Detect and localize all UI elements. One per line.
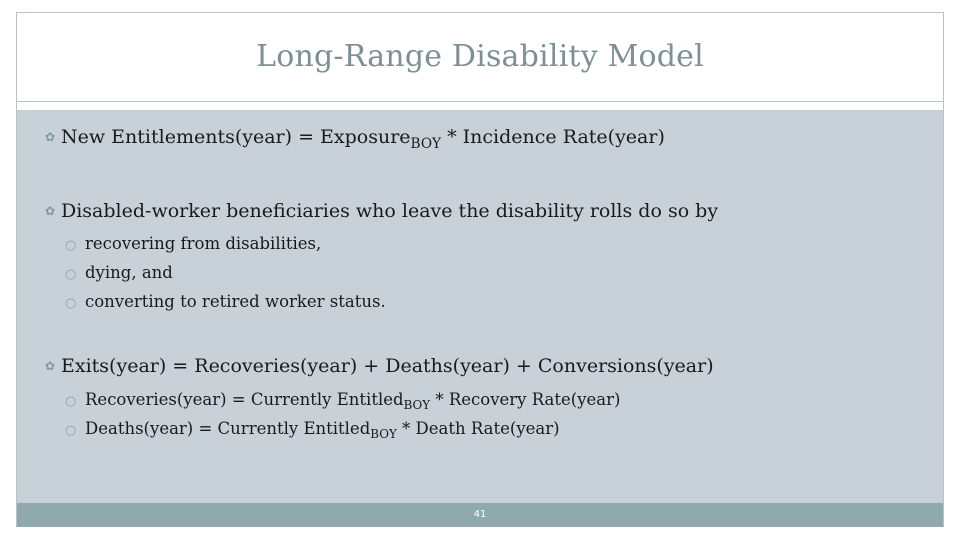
- page-number: 41: [473, 509, 487, 520]
- title-area: [17, 13, 943, 101]
- sub-item-text: Recoveries(year) = Currently Entitled: [85, 390, 404, 409]
- hollow-circle-bullet-icon: ○: [65, 394, 77, 409]
- swirl-bullet-icon: ✿: [45, 359, 56, 373]
- bullet-text: Disabled-worker beneficiaries who leave the disability rolls do so by: [61, 200, 719, 222]
- hollow-circle-bullet-icon: ○: [65, 423, 77, 438]
- content-area: [17, 110, 943, 503]
- footer-bar: [17, 503, 943, 527]
- slide-title: Long-Range Disability Model: [256, 39, 704, 74]
- bullet-text: Exits(year) = Recoveries(year) + Deaths(year) + Conversions(year): [61, 355, 714, 377]
- sub-item-recovering: [65, 234, 321, 253]
- swirl-bullet-icon: ✿: [45, 130, 56, 144]
- sub-item-text-continued: * Recovery Rate(year): [430, 390, 621, 409]
- swirl-bullet-icon: ✿: [45, 204, 56, 218]
- sub-item-text: recovering from disabilities,: [85, 234, 322, 253]
- sub-item-text: converting to retired worker status.: [85, 292, 386, 311]
- subscript: BOY: [410, 135, 442, 152]
- bullet-exits: [45, 355, 714, 377]
- hollow-circle-bullet-icon: ○: [65, 267, 77, 282]
- bullet-text: New Entitlements(year) = Exposure: [61, 126, 411, 148]
- subscript: BOY: [370, 427, 397, 442]
- subscript: BOY: [403, 398, 431, 413]
- sub-item-deaths: [65, 419, 560, 441]
- bullet-disabled-workers: [45, 200, 718, 222]
- bullet-text-continued: * Incidence Rate(year): [441, 126, 665, 148]
- bullet-new-entitlements: [45, 126, 665, 152]
- sub-item-converting: [65, 292, 386, 311]
- sub-item-text: Deaths(year) = Currently Entitled: [85, 419, 371, 438]
- hollow-circle-bullet-icon: ○: [65, 238, 77, 253]
- hollow-circle-bullet-icon: ○: [65, 296, 77, 311]
- slide-frame: [16, 12, 944, 527]
- sub-item-recoveries: [65, 390, 620, 412]
- sub-item-text: dying, and: [85, 263, 173, 282]
- sub-item-dying: [65, 263, 173, 282]
- sub-item-text-continued: * Death Rate(year): [396, 419, 560, 438]
